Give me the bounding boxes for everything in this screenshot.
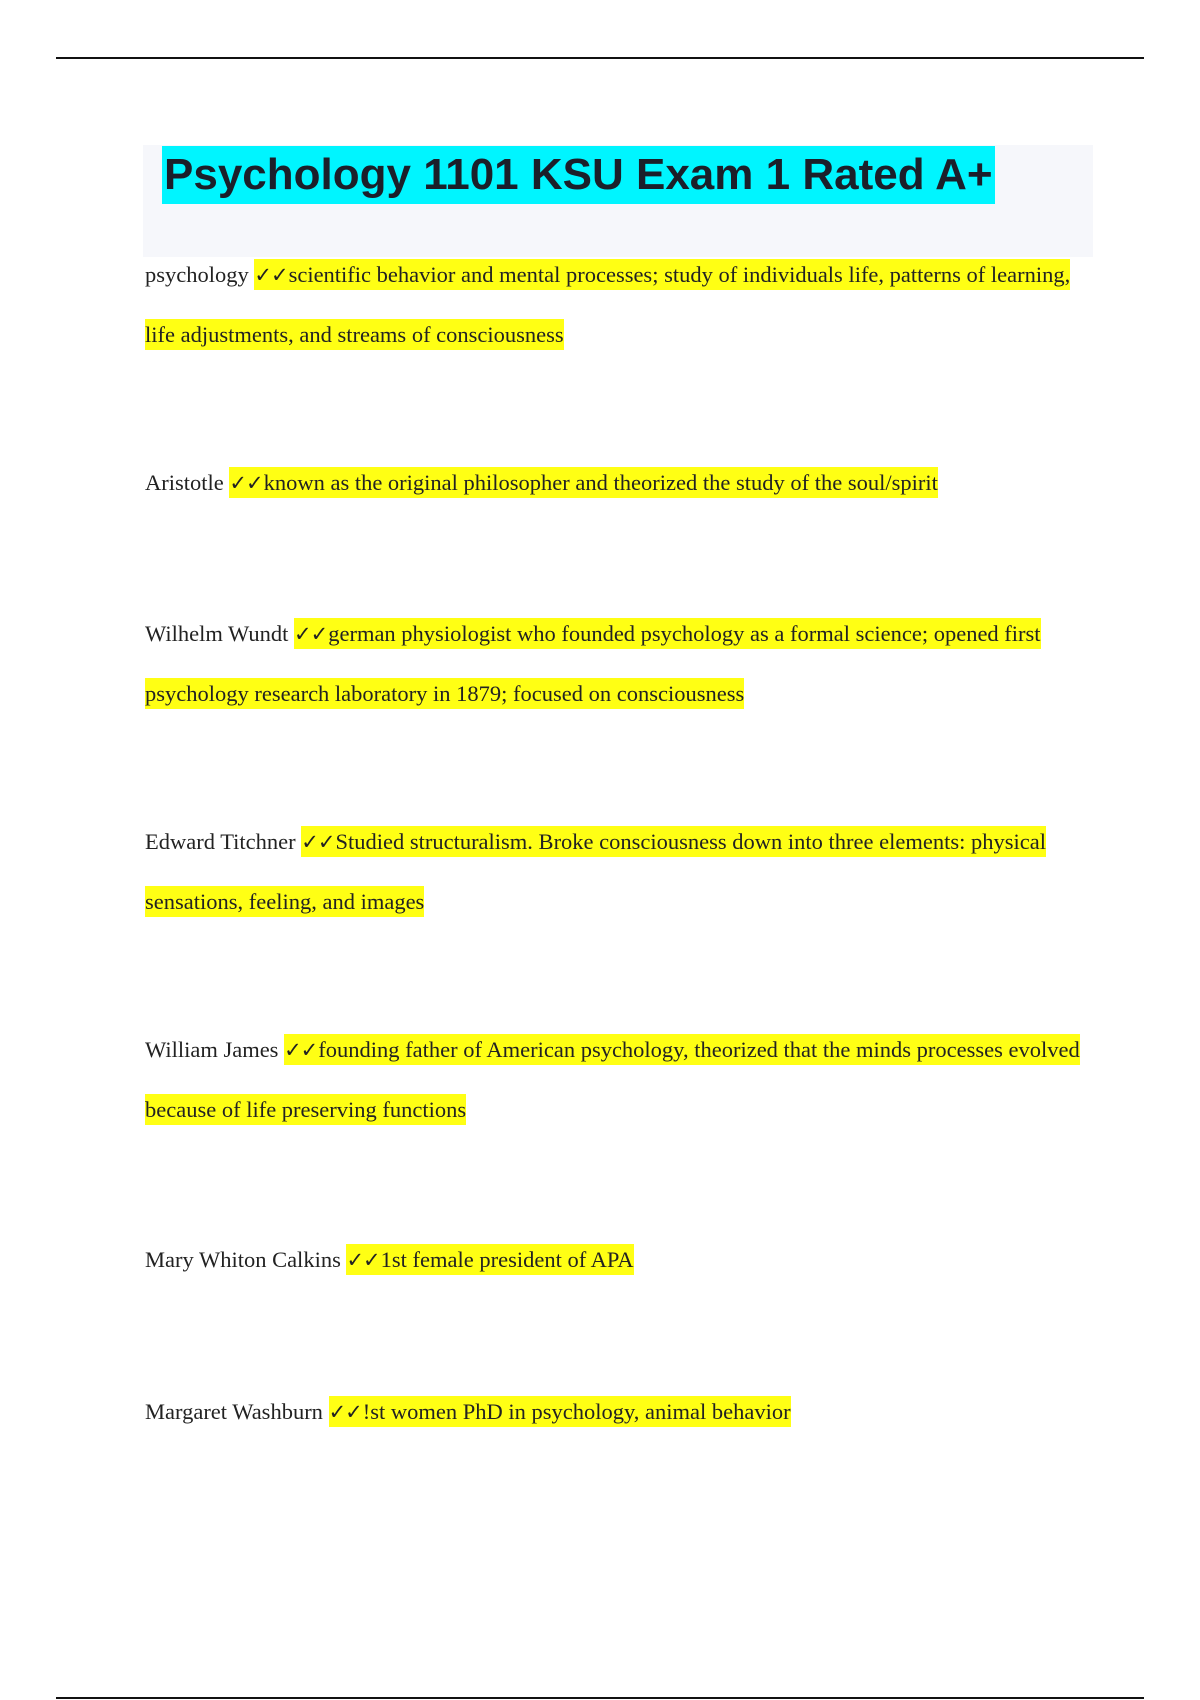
entry-term: William James (145, 1037, 279, 1062)
entry-edward-titchner (145, 812, 1085, 932)
document-title: Psychology 1101 KSU Exam 1 Rated A+ (162, 146, 995, 204)
double-check-icon: ✓✓ (294, 622, 328, 646)
header-rule (56, 57, 1144, 59)
double-check-icon: ✓✓ (229, 471, 263, 495)
entry-term: Edward Titchner (145, 829, 296, 854)
entry-definition (229, 467, 937, 498)
entry-definition-text: founding father of American psychology, theorized that the minds processes evolved because of life preserving functions (145, 1037, 1080, 1122)
entry-term: psychology (145, 262, 249, 287)
entry-term: Margaret Washburn (145, 1399, 323, 1424)
entry-aristotle (145, 453, 1085, 513)
footer-rule (56, 1697, 1144, 1699)
double-check-icon: ✓✓ (301, 830, 335, 854)
entry-definition (145, 259, 1070, 350)
entry-term: Wilhelm Wundt (145, 621, 289, 646)
entry-definition-text: 1st female president of APA (380, 1247, 634, 1272)
entry-margaret-washburn (145, 1382, 1085, 1442)
entry-term: Aristotle (145, 470, 224, 495)
double-check-icon: ✓✓ (254, 263, 288, 287)
entry-wilhelm-wundt (145, 604, 1085, 724)
double-check-icon: ✓✓ (284, 1038, 318, 1062)
entry-definition (145, 1034, 1080, 1125)
entry-term: Mary Whiton Calkins (145, 1247, 341, 1272)
entry-definition-text: Studied structuralism. Broke consciousness down into three elements: physical sensations, feeling, and images (145, 829, 1046, 914)
double-check-icon: ✓✓ (328, 1400, 362, 1424)
entry-definition (346, 1244, 633, 1275)
entry-psychology (145, 245, 1085, 365)
entry-definition (329, 1396, 791, 1427)
entry-william-james (145, 1020, 1085, 1140)
entry-definition-text: scientific behavior and mental processes; study of individuals life, patterns of learning, life adjustments, and streams of consciousness (145, 262, 1071, 347)
entry-definition-text: german physiologist who founded psychology as a formal science; opened first psychology research laboratory in 1879; focused on consciousness (145, 621, 1041, 706)
double-check-icon: ✓✓ (346, 1248, 380, 1272)
entry-definition-text: known as the original philosopher and theorized the study of the soul/spirit (263, 470, 938, 495)
entry-definition-text: !st women PhD in psychology, animal behavior (362, 1399, 791, 1424)
entry-mary-whiton-calkins (145, 1230, 1085, 1290)
